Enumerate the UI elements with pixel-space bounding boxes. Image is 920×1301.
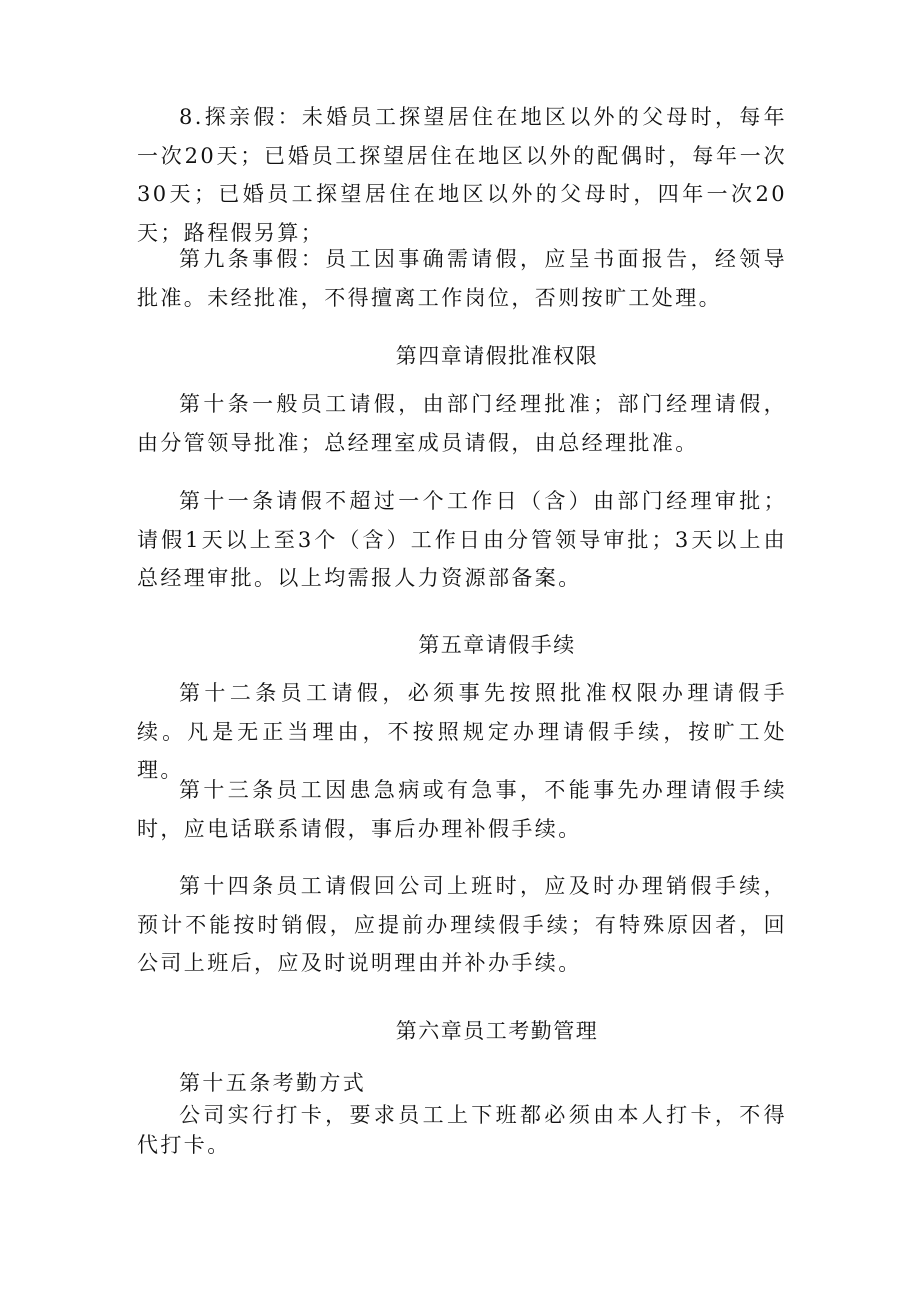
paragraph-article-12: 第十二条员工请假，必须事先按照批准权限办理请假手续。凡是无正当理由，不按照规定办理请假手续，按旷工处理。 [137, 681, 787, 782]
paragraph-article-13: 第十三条员工因患急病或有急事，不能事先办理请假手续时，应电话联系请假，事后办理补假手续。 [137, 778, 787, 841]
chapter-5-heading: 第五章请假手续 [418, 633, 576, 657]
paragraph-article-10: 第十条一般员工请假，由部门经理批准；部门经理请假，由分管领导批准；总经理室成员请假，由总经理批准。 [137, 392, 787, 455]
chapter-6-heading: 第六章员工考勤管理 [395, 1019, 599, 1043]
paragraph-article-9: 第九条事假：员工因事确需请假，应呈书面报告，经领导批准。未经批准，不得擅离工作岗位，否则按旷工处理。 [137, 247, 787, 310]
chapter-4-heading: 第四章请假批准权限 [395, 344, 599, 368]
paragraph-article-15: 第十五条考勤方式 [179, 1071, 367, 1095]
paragraph-home-leave: 8.探亲假：未婚员工探望居住在地区以外的父母时，每年一次20天；已婚员工探望居住在地区以外的配偶时，每年一次30天；已婚员工探望居住在地区以外的父母时，四年一次20天；路程假另算； [137, 105, 787, 245]
paragraph-article-14: 第十四条员工请假回公司上班时，应及时办理销假手续，预计不能按时销假，应提前办理续假手续；有特殊原因者，回公司上班后，应及时说明理由并补办手续。 [137, 874, 787, 975]
paragraph-clock-in-rule: 公司实行打卡，要求员工上下班都必须由本人打卡，不得代打卡。 [137, 1103, 787, 1157]
paragraph-article-11: 第十一条请假不超过一个工作日（含）由部门经理审批；请假1天以上至3个（含）工作日由分管领导审批；3天以上由总经理审批。以上均需报人力资源部备案。 [137, 489, 787, 590]
